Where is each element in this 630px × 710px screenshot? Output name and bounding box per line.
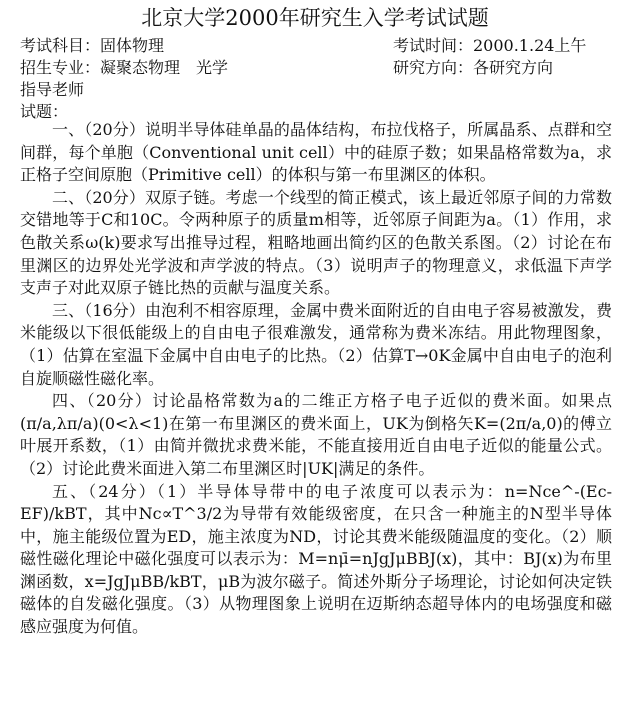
question-1 <box>20 119 612 187</box>
question-4 <box>20 390 612 480</box>
questions-label: 试题： <box>20 102 69 121</box>
exam-major: 招生专业：凝聚态物理 光学 <box>20 58 229 77</box>
advisor-label: 指导老师 <box>20 80 85 99</box>
question-5-text: （1）半导体导带中的电子浓度可以表示为：n=Nce^-(Ec-EF)/kBT，其中Nc∝T^3/2为导带有效能级密度，在只含一种施主的N型半导体中，施主能级位置为ED，施主浓度为ND，讨论其费米能级随温度的变化。（2）顺磁性磁化理论中磁化强度可以表示为：M=nμ̄=nJgJμBBJ(x)，其中：BJ(x)为布里渊函数，x=JgJμBB/kBT，μB为波尔磁子。简述外斯分子场理论，讨论如何决定铁磁体的自发磁化强度。（3）从物理图象上说明在迈斯纳态超导体内的电场强度和磁感应强度为何值。 <box>20 481 612 637</box>
question-2-number: 二、（20分） <box>52 187 145 207</box>
question-1-number: 一、（20分） <box>52 120 145 139</box>
question-2-text: 双原子链。考虑一个线型的简正模式，该上最近邻原子间的力常数交错地等于C和10C。令两种原子的质量m相等，近邻原子间距为a。（1）作用，求色散关系ω(k)要求写出推导过程，粗略地画出简约区的色散关系图。（2）讨论在布里渊区的边界处光学波和声学波的特点。（3）说明声子的物理意义，求低温下声学支声子对此双原子链比热的贡献与温度关系。 <box>20 187 612 298</box>
question-4-number: 四、（20分） <box>52 391 153 411</box>
question-3 <box>20 300 612 390</box>
question-2 <box>20 187 612 300</box>
exam-time: 考试时间：2000.1.24上午 <box>393 36 587 55</box>
question-5-number: 五、（24分） <box>52 481 157 501</box>
question-4-text: 讨论晶格常数为a的二维正方格子电子近似的费米面。如果点(π/a,λπ/a)(0<λ<1)在第一布里渊区的费米面上，UK为倒格矢K=(2π/a,0)的傅立叶展开系数，（1）由简并微扰求费米能，不能直接用近自由电子近似的能量公式。（2）讨论此费米面进入第二布里渊区时|UK|满足的条件。 <box>20 391 612 478</box>
question-5 <box>20 481 612 639</box>
questions-body <box>20 119 612 639</box>
exam-title: 北京大学2000年研究生入学考试试题 <box>141 6 489 30</box>
question-3-number: 三、（16分） <box>52 300 145 320</box>
exam-subject: 考试科目：固体物理 <box>20 36 165 55</box>
research-direction: 研究方向：各研究方向 <box>393 58 554 77</box>
question-3-text: 由泡利不相容原理，金属中费米面附近的自由电子容易被激发，费米能级以下很低能级上的自由电子很难激发，通常称为费米冻结。用此物理图象，（1）估算在室温下金属中自由电子的比热。（2）估算T→0K金属中自由电子的泡利自旋顺磁性磁化率。 <box>20 300 612 388</box>
question-1-text: 说明半导体硅单晶的晶体结构，布拉伐格子，所属晶系、点群和空间群，每个单胞（Conventional unit cell）中的硅原子数；如果晶格常数为a，求正格子空间原胞（Primitive cell）的体积与第一布里渊区的体积。 <box>20 120 612 185</box>
